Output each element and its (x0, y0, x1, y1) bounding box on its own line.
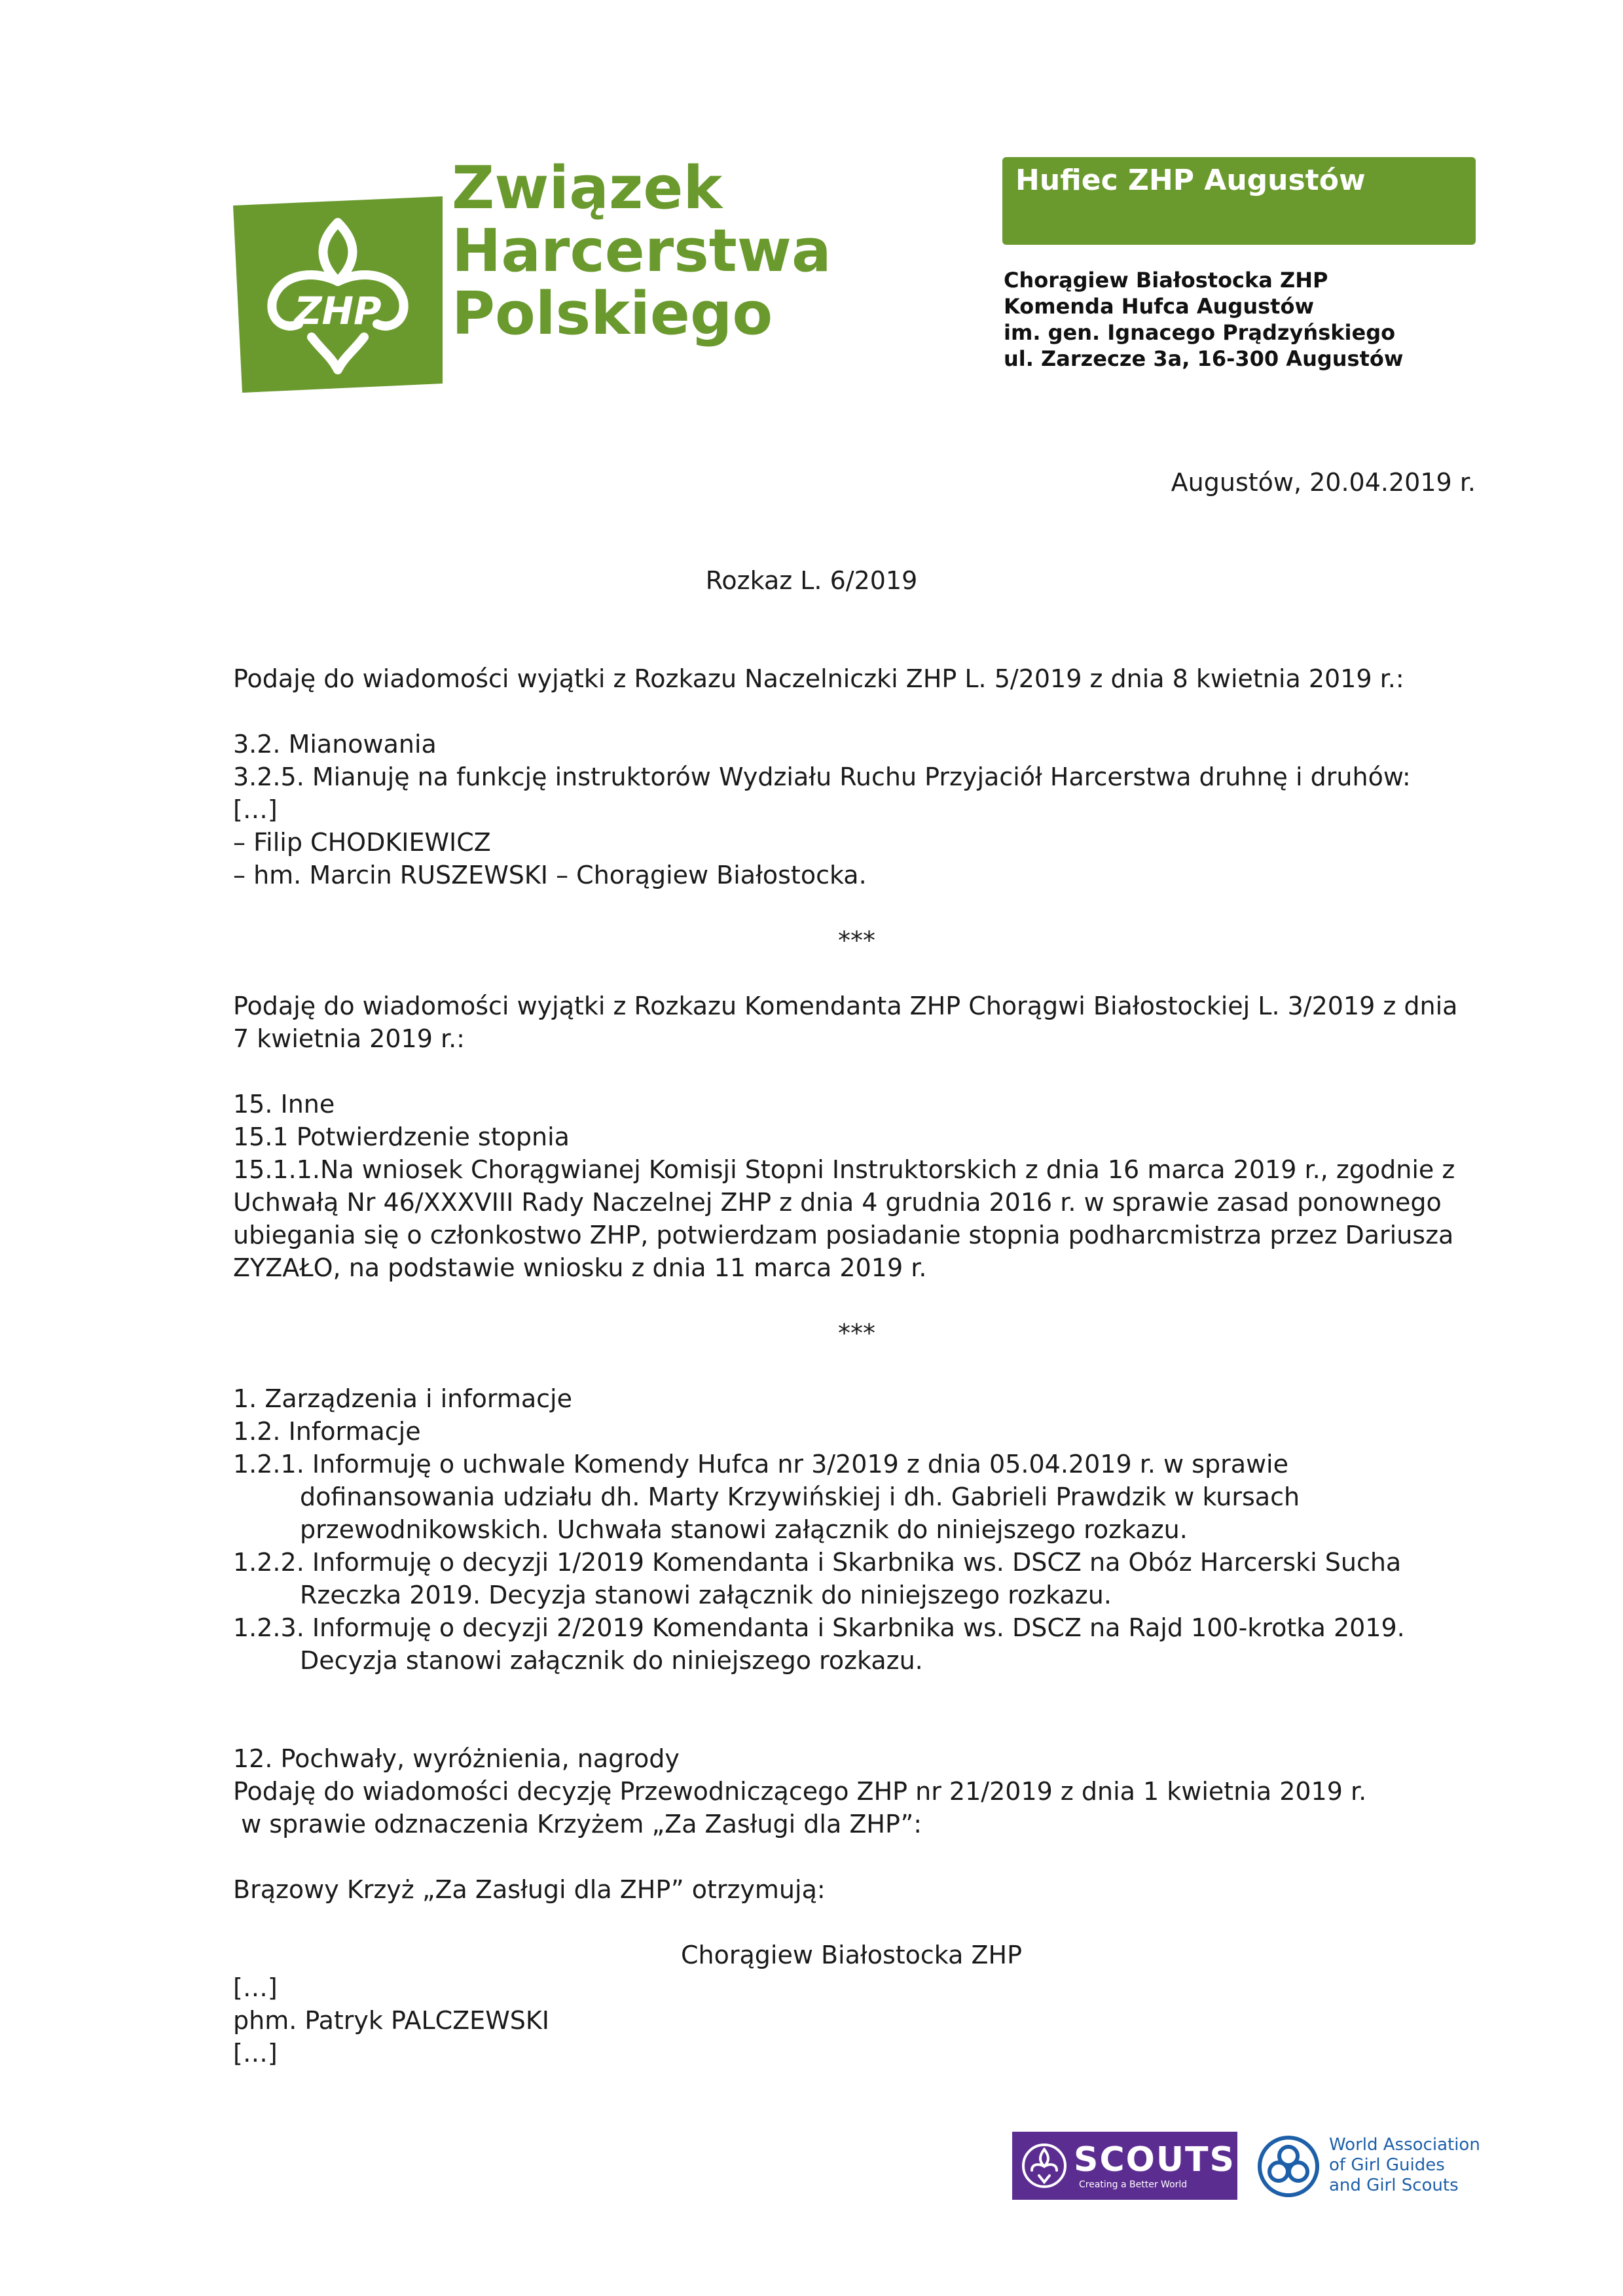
section1-intro: Podaję do wiadomości wyjątki z Rozkazu Naczelniczki ZHP L. 5/2019 z dnia 8 kwietnia 2019 r.: (233, 664, 1404, 693)
award-list (233, 1971, 549, 2070)
info-item-line: 1.2.2. Informuję o decyzji 1/2019 Komendanta i Skarbnika ws. DSCZ na Obóz Harcerski Sucha (233, 1548, 1402, 1577)
info-item-line: dofinansowania udziału dh. Marty Krzywińskiej i dh. Gabrieli Prawdzik w kursach (300, 1482, 1300, 1511)
section2-body (233, 1088, 1455, 1284)
section2-line: Uchwałą Nr 46/XXXVIII Rady Naczelnej ZHP z dnia 4 grudnia 2016 r. w sprawie zasad ponownego (233, 1188, 1442, 1217)
info-item-line: Rzeczka 2019. Decyzja stanowi załącznik do niniejszego rozkazu. (300, 1581, 1112, 1609)
section4-intro-line: Podaję do wiadomości decyzję Przewodniczącego ZHP nr 21/2019 z dnia 1 kwietnia 2019 r. (233, 1777, 1367, 1806)
scouts-tagline: Creating a Better World (1079, 2179, 1188, 2190)
section1-line: – Filip CHODKIEWICZ (233, 828, 491, 857)
section2-line: ZYZAŁO, na podstawie wniosku z dnia 11 marca 2019 r. (233, 1253, 927, 1282)
info-item (233, 1546, 1405, 1611)
section2-line: 15.1.1.Na wniosek Chorągwianej Komisji Stopni Instruktorskich z dnia 16 marca 2019 r., zgodnie z (233, 1155, 1455, 1184)
address-line: ul. Zarzecze 3a, 16-300 Augustów (1004, 346, 1404, 371)
section3-subheading: 1.2. Informacje (233, 1417, 421, 1446)
scouts-wordmark: SCOUTS (1074, 2140, 1235, 2179)
wagggs-logo-text (1329, 2135, 1480, 2196)
info-item-line: 1.2.1. Informuję o uchwale Komendy Hufca nr 3/2019 z dnia 05.04.2019 r. w sprawie (233, 1450, 1288, 1479)
award-unit: Chorągiew Białostocka ZHP (681, 1941, 1023, 1969)
separator: *** (838, 1319, 875, 1348)
award-line: Brązowy Krzyż „Za Zasługi dla ZHP” otrzymują: (233, 1875, 826, 1904)
logo-line: Polskiego (452, 279, 773, 348)
section3-body (233, 1382, 1405, 1677)
logo-line: Związek (452, 154, 723, 223)
address-line: Chorągiew Białostocka ZHP (1004, 268, 1328, 293)
section2-intro-line: Podaję do wiadomości wyjątki z Rozkazu Komendanta ZHP Chorągwi Białostockiej L. 3/2019 z dnia (233, 992, 1458, 1020)
address-line: im. gen. Ignacego Prądzyńskiego (1004, 320, 1396, 345)
scouts-emblem-icon (1021, 2142, 1067, 2190)
info-item-line: 1.2.3. Informuję o decyzji 2/2019 Komendanta i Skarbnika ws. DSCZ na Rajd 100-krotka 2019. (233, 1613, 1405, 1642)
info-item-line: przewodnikowskich. Uchwała stanowi załącznik do niniejszego rozkazu. (300, 1515, 1188, 1544)
logo-line: Harcerstwa (452, 217, 831, 285)
zhp-emblem-text: ZHP (294, 289, 382, 333)
wagggs-line: of Girl Guides (1329, 2155, 1445, 2175)
wagggs-line: and Girl Scouts (1329, 2176, 1459, 2195)
address-line: Komenda Hufca Augustów (1004, 294, 1314, 319)
section2-line: 15.1 Potwierdzenie stopnia (233, 1122, 570, 1151)
hufiec-title: Hufiec ZHP Augustów (1015, 164, 1366, 197)
address-block (1004, 267, 1403, 372)
section2-line: 15. Inne (233, 1090, 335, 1119)
section4-heading: 12. Pochwały, wyróżnienia, nagrody (233, 1744, 680, 1773)
section1-body (233, 728, 1411, 891)
separator: *** (838, 926, 875, 955)
info-item-line: Decyzja stanowi załącznik do niniejszego rozkazu. (300, 1646, 923, 1675)
info-item (233, 1448, 1405, 1546)
section2-intro (233, 990, 1457, 1055)
wagggs-line: World Association (1329, 2135, 1480, 2155)
section1-line: 3.2.5. Mianuję na funkcję instruktorów Wydziału Ruchu Przyjaciół Harcerstwa druhnę i druhów: (233, 762, 1411, 791)
section4-intro-line: w sprawie odznaczenia Krzyżem „Za Zasługi dla ZHP”: (233, 1810, 922, 1839)
section2-line: ubiegania się o członkostwo ZHP, potwierdzam posiadanie stopnia podharcmistrza przez Dariusza (233, 1221, 1454, 1249)
award-list-item: phm. Patryk PALCZEWSKI (233, 2006, 550, 2035)
section1-line: 3.2. Mianowania (233, 730, 437, 759)
section2-intro-line: 7 kwietnia 2019 r.: (233, 1024, 465, 1053)
document-title: Rozkaz L. 6/2019 (705, 566, 918, 595)
section4-body (233, 1742, 1366, 1840)
award-list-item: […] (233, 1973, 278, 2002)
zhp-logo-emblem (233, 196, 443, 393)
wagggs-trefoil-icon (1257, 2135, 1320, 2198)
zhp-logo-wordmark (452, 154, 831, 348)
award-list-item: […] (233, 2039, 278, 2068)
section1-line: […] (233, 795, 278, 824)
section3-heading: 1. Zarządzenia i informacje (233, 1384, 572, 1413)
section1-line: – hm. Marcin RUSZEWSKI – Chorągiew Białostocka. (233, 861, 867, 889)
info-item (233, 1611, 1405, 1677)
document-date: Augustów, 20.04.2019 r. (1171, 468, 1476, 497)
